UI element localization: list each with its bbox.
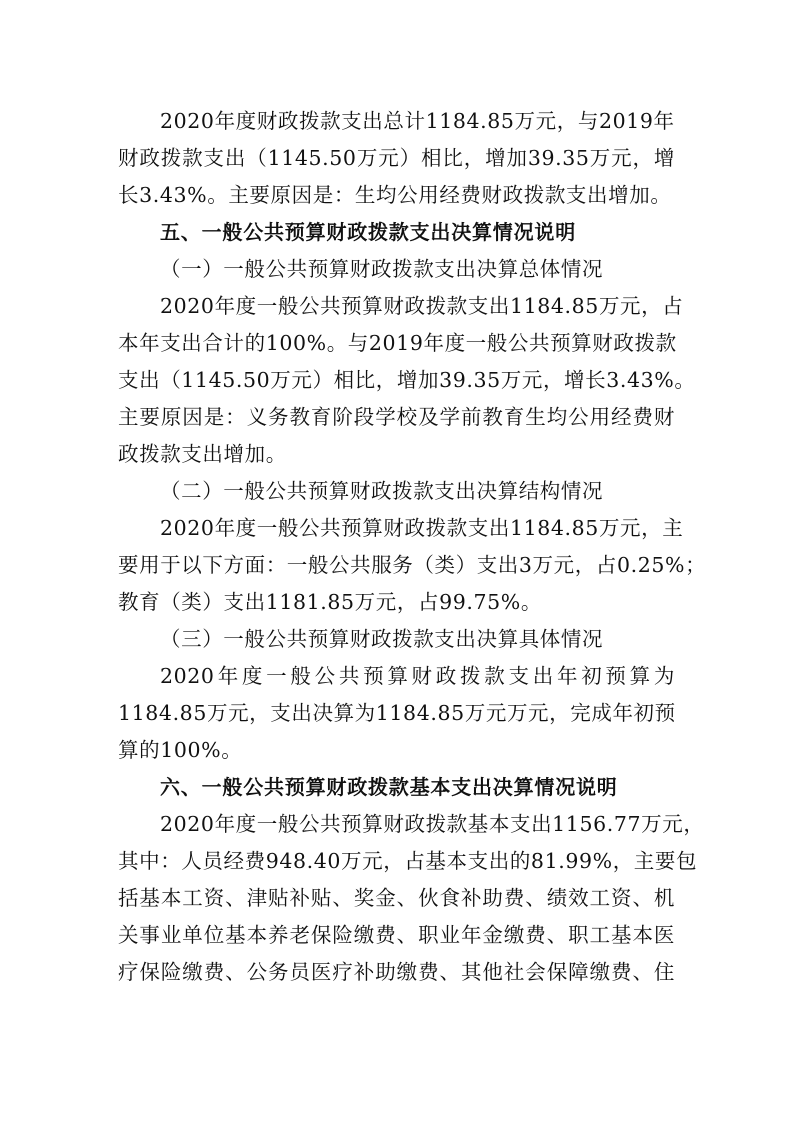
subsection-heading: （一）一般公共预算财政拨款支出决算总体情况 <box>160 257 604 281</box>
subsection-heading: （三）一般公共预算财政拨款支出决算具体情况 <box>160 627 604 651</box>
paragraph-line: 2020年度一般公共预算财政拨款支出1184.85万元，占 <box>160 294 684 318</box>
paragraph-line: 政拨款支出增加。 <box>118 442 287 466</box>
paragraph-line: 财政拨款支出（1145.50万元）相比，增加39.35万元，增 <box>118 146 675 170</box>
paragraph-line: 长3.43%。主要原因是：生均公用经费财政拨款支出增加。 <box>118 183 672 207</box>
paragraph-line: 要用于以下方面：一般公共服务（类）支出3万元，占0.25%； <box>118 553 707 577</box>
section-heading: 五、一般公共预算财政拨款支出决算情况说明 <box>160 220 576 244</box>
paragraph-line: 2020年度财政拨款支出总计1184.85万元，与2019年 <box>160 109 675 133</box>
paragraph-line: 疗保险缴费、公务员医疗补助缴费、其他社会保障缴费、住 <box>118 960 675 984</box>
paragraph-line: 括基本工资、津贴补贴、奖金、伙食补助费、绩效工资、机 <box>118 886 675 910</box>
paragraph-line: 教育（类）支出1181.85万元，占99.75%。 <box>118 590 542 614</box>
paragraph-line: 2020年度一般公共预算财政拨款支出年初预算为 <box>160 664 675 688</box>
paragraph-line: 本年支出合计的100%。与2019年度一般公共预算财政拨款 <box>118 331 677 355</box>
paragraph-line: 2020年度一般公共预算财政拨款基本支出1156.77万元， <box>160 812 705 836</box>
paragraph-line: 支出（1145.50万元）相比，增加39.35万元，增长3.43%。 <box>118 368 696 392</box>
paragraph-line: 其中：人员经费948.40万元，占基本支出的81.99%，主要包 <box>118 849 698 873</box>
paragraph-line: 主要原因是：义务教育阶段学校及学前教育生均公用经费财 <box>118 405 675 429</box>
paragraph-line: 关事业单位基本养老保险缴费、职业年金缴费、职工基本医 <box>118 923 675 947</box>
subsection-heading: （二）一般公共预算财政拨款支出决算结构情况 <box>160 479 604 503</box>
paragraph-line: 2020年度一般公共预算财政拨款支出1184.85万元，主 <box>160 516 684 540</box>
section-heading: 六、一般公共预算财政拨款基本支出决算情况说明 <box>160 775 618 799</box>
paragraph-line: 1184.85万元，支出决算为1184.85万元万元，完成年初预 <box>118 701 676 725</box>
paragraph-line: 算的100%。 <box>118 738 243 762</box>
